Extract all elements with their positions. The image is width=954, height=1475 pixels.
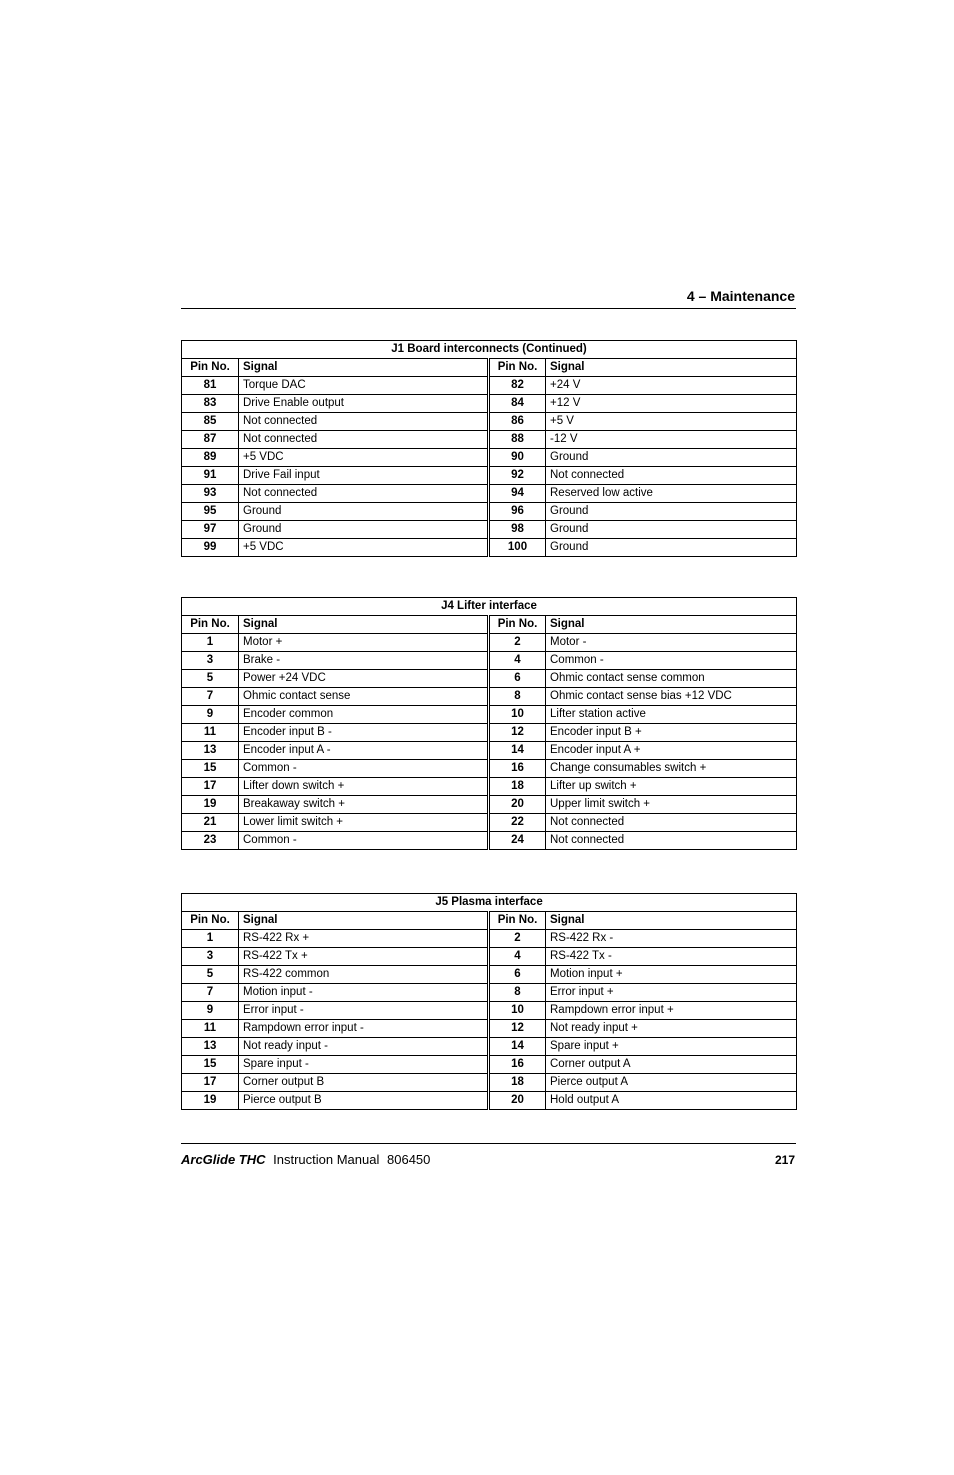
pin-number: 6 [489,670,546,688]
signal-name: Corner output B [239,1074,489,1092]
signal-name: Pierce output A [546,1074,797,1092]
table-row [182,930,797,948]
table-row [182,984,797,1002]
pin-number: 99 [182,539,239,557]
signal-name: Change consumables switch + [546,760,797,778]
pin-number: 12 [489,1020,546,1038]
pin-number: 13 [182,1038,239,1056]
pin-number: 5 [182,670,239,688]
pin-number: 98 [489,521,546,539]
signal-name: Not connected [546,832,797,850]
pin-number: 15 [182,760,239,778]
pin-number: 11 [182,724,239,742]
pin-number: 4 [489,948,546,966]
signal-name: Not ready input - [239,1038,489,1056]
table-row [182,724,797,742]
header-pin-no: Pin No. [489,359,546,377]
table-row [182,1074,797,1092]
signal-name: RS-422 common [239,966,489,984]
signal-name: Not connected [546,814,797,832]
header-pin-no: Pin No. [489,616,546,634]
table-title: J1 Board interconnects (Continued) [182,341,797,359]
signal-name: Spare input - [239,1056,489,1074]
signal-name: Not connected [546,467,797,485]
signal-name: Ground [546,521,797,539]
signal-name: Rampdown error input - [239,1020,489,1038]
signal-name: Lifter station active [546,706,797,724]
signal-name: Rampdown error input + [546,1002,797,1020]
signal-name: Not ready input + [546,1020,797,1038]
table-row [182,948,797,966]
signal-name: Encoder input A + [546,742,797,760]
signal-name: Torque DAC [239,377,489,395]
signal-name: Encoder input A - [239,742,489,760]
pin-number: 9 [182,706,239,724]
signal-name: Breakaway switch + [239,796,489,814]
header-pin-no: Pin No. [489,912,546,930]
signal-name: Common - [546,652,797,670]
signal-name: Drive Enable output [239,395,489,413]
section-title: 4 – Maintenance [686,288,795,304]
table-row [182,1002,797,1020]
pin-number: 3 [182,652,239,670]
table-row [182,742,797,760]
table-row [182,1038,797,1056]
signal-name: Not connected [239,413,489,431]
table-row [182,539,797,557]
pin-number: 1 [182,634,239,652]
pin-number: 97 [182,521,239,539]
page-number: 217 [774,1153,795,1167]
pin-number: 1 [182,930,239,948]
pin-number: 20 [489,796,546,814]
table-header-row [182,616,797,634]
pin-number: 23 [182,832,239,850]
signal-name: Ohmic contact sense common [546,670,797,688]
pin-number: 11 [182,1020,239,1038]
signal-name: Ground [546,503,797,521]
signal-name: Motion input + [546,966,797,984]
j1-table [181,340,797,557]
table-row [182,467,797,485]
signal-name: Error input + [546,984,797,1002]
signal-name: Encoder input B - [239,724,489,742]
signal-name: Not connected [239,431,489,449]
pin-number: 7 [182,688,239,706]
signal-name: Spare input + [546,1038,797,1056]
pin-number: 22 [489,814,546,832]
pin-number: 83 [182,395,239,413]
table-title-row [182,894,797,912]
signal-name: RS-422 Rx - [546,930,797,948]
signal-name: Ohmic contact sense [239,688,489,706]
pin-number: 16 [489,1056,546,1074]
pin-number: 20 [489,1092,546,1110]
table-row [182,1092,797,1110]
table-row [182,688,797,706]
header-signal: Signal [239,616,489,634]
header-signal: Signal [546,912,797,930]
table-row [182,778,797,796]
j5-table [181,893,797,1110]
signal-name: Drive Fail input [239,467,489,485]
signal-name: Ground [239,503,489,521]
header-signal: Signal [546,359,797,377]
signal-name: RS-422 Tx + [239,948,489,966]
signal-name: Lifter up switch + [546,778,797,796]
pin-number: 21 [182,814,239,832]
signal-name: Ground [546,449,797,467]
pin-number: 5 [182,966,239,984]
table-row [182,634,797,652]
pin-number: 14 [489,742,546,760]
pin-number: 81 [182,377,239,395]
pin-number: 7 [182,984,239,1002]
pin-number: 17 [182,1074,239,1092]
j4-table [181,597,797,850]
table-row [182,1020,797,1038]
signal-name: Motor + [239,634,489,652]
pin-number: 92 [489,467,546,485]
pin-number: 15 [182,1056,239,1074]
signal-name: Ohmic contact sense bias +12 VDC [546,688,797,706]
signal-name: Hold output A [546,1092,797,1110]
table-row [182,652,797,670]
pin-number: 85 [182,413,239,431]
signal-name: Ground [546,539,797,557]
signal-name: Encoder common [239,706,489,724]
pin-number: 91 [182,467,239,485]
footer-manual: Instruction Manual [273,1152,380,1167]
header-pin-no: Pin No. [182,616,239,634]
pin-number: 10 [489,706,546,724]
header-rule [181,308,796,309]
table-row [182,485,797,503]
pin-number: 88 [489,431,546,449]
pin-number: 95 [182,503,239,521]
table-title: J5 Plasma interface [182,894,797,912]
signal-name: Corner output A [546,1056,797,1074]
signal-name: Motion input - [239,984,489,1002]
signal-name: Brake - [239,652,489,670]
signal-name: Pierce output B [239,1092,489,1110]
table-row [182,395,797,413]
pin-number: 87 [182,431,239,449]
pin-number: 96 [489,503,546,521]
signal-name: Upper limit switch + [546,796,797,814]
signal-name: Lifter down switch + [239,778,489,796]
table-row [182,377,797,395]
signal-name: Common - [239,832,489,850]
signal-name: Ground [239,521,489,539]
table-row [182,1056,797,1074]
signal-name: +5 VDC [239,449,489,467]
pin-number: 18 [489,778,546,796]
pin-number: 84 [489,395,546,413]
pin-number: 19 [182,1092,239,1110]
signal-name: Power +24 VDC [239,670,489,688]
pin-number: 82 [489,377,546,395]
pin-number: 8 [489,688,546,706]
table-title: J4 Lifter interface [182,598,797,616]
pin-number: 13 [182,742,239,760]
pin-number: 3 [182,948,239,966]
pin-number: 8 [489,984,546,1002]
pin-number: 89 [182,449,239,467]
pin-number: 10 [489,1002,546,1020]
pin-number: 24 [489,832,546,850]
header-pin-no: Pin No. [182,912,239,930]
signal-name: +5 VDC [239,539,489,557]
pin-number: 14 [489,1038,546,1056]
pin-number: 19 [182,796,239,814]
pin-number: 4 [489,652,546,670]
table-row [182,449,797,467]
signal-name: +5 V [546,413,797,431]
signal-name: RS-422 Tx - [546,948,797,966]
table-header-row [182,912,797,930]
pin-number: 6 [489,966,546,984]
table-row [182,413,797,431]
pin-number: 18 [489,1074,546,1092]
signal-name: Encoder input B + [546,724,797,742]
signal-name: RS-422 Rx + [239,930,489,948]
header-pin-no: Pin No. [182,359,239,377]
footer-doc-number: 806450 [387,1152,431,1167]
footer-rule [181,1143,796,1144]
pin-number: 90 [489,449,546,467]
signal-name: Not connected [239,485,489,503]
pin-number: 86 [489,413,546,431]
pin-number: 12 [489,724,546,742]
table-header-row [182,359,797,377]
header-signal: Signal [239,912,489,930]
signal-name: +12 V [546,395,797,413]
signal-name: -12 V [546,431,797,449]
table-row [182,503,797,521]
signal-name: Lower limit switch + [239,814,489,832]
signal-name: Error input - [239,1002,489,1020]
signal-name: Reserved low active [546,485,797,503]
pin-number: 17 [182,778,239,796]
pin-number: 2 [489,930,546,948]
table-row [182,431,797,449]
pin-number: 93 [182,485,239,503]
table-row [182,521,797,539]
pin-number: 94 [489,485,546,503]
pin-number: 16 [489,760,546,778]
signal-name: Common - [239,760,489,778]
table-row [182,670,797,688]
table-row [182,796,797,814]
table-row [182,706,797,724]
table-title-row [182,341,797,359]
footer-brand: ArcGlide THC [181,1152,266,1167]
pin-number: 2 [489,634,546,652]
table-title-row [182,598,797,616]
signal-name: Motor - [546,634,797,652]
footer-text [181,1152,430,1167]
signal-name: +24 V [546,377,797,395]
pin-number: 100 [489,539,546,557]
pin-number: 9 [182,1002,239,1020]
header-signal: Signal [239,359,489,377]
header-signal: Signal [546,616,797,634]
table-row [182,760,797,778]
table-row [182,814,797,832]
table-row [182,966,797,984]
table-row [182,832,797,850]
